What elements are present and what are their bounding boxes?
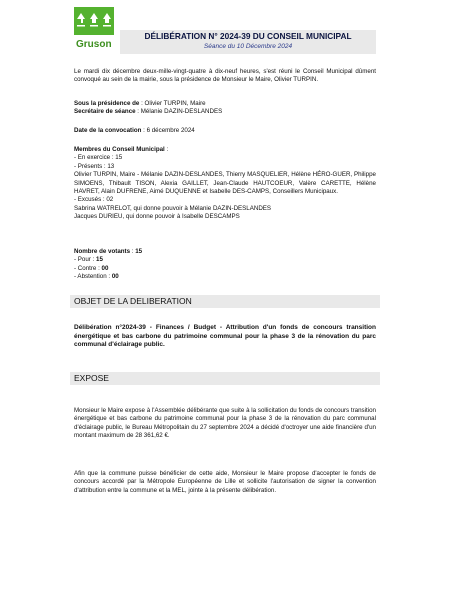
section-expose-title: EXPOSE — [74, 373, 109, 383]
membres-presents: - Présents : 13 — [74, 162, 115, 170]
expose-paragraph-1 — [74, 407, 376, 441]
pouvoir-2: Jacques DURIEU, qui donne pouvoir à Isabelle DESCAMPS — [74, 213, 240, 221]
membres-excuses: - Excusés : 02 — [74, 196, 114, 204]
tree-icon — [74, 7, 114, 35]
expose-paragraph-2 — [74, 470, 376, 495]
pouvoir-1: Sabrina WATRELOT, qui donne pouvoir à Mélanie DAZIN-DESLANDES — [74, 204, 272, 212]
secretaire-label: Secrétaire de séance — [74, 108, 136, 116]
convocation-label: Date de la convocation — [74, 127, 142, 134]
section-objet — [70, 295, 380, 308]
contre-label: - Contre : — [74, 264, 102, 272]
votants-count: 15 — [135, 248, 143, 255]
secretaire-value: : Mélanie DAZIN-DESLANDES — [135, 108, 223, 116]
membres-en-exercice: - En exercice : 15 — [74, 154, 123, 162]
gruson-logo — [74, 7, 114, 53]
expose-text-1: Monsieur le Maire expose à l'Assemblée délibérante que suite à la sollicitation du fonds de concours transition énergétique et bas carbone du patrimoine communal pour la phase 3 de la rénovation du parc communal d'éclairage public, le Bureau Métropolitain du 27 septembre 2024 a décidé d'octroyer une aide financière d'un montant maximum de 28 361,62 €. — [74, 407, 376, 440]
deliberation-title: Délibération n°2024-39 - Finances / Budget - Attribution d'un fonds de concours transition énergétique et bas carbone du patrimoine communal pour la phase 3 de la rénovation du parc communal d'éclairage public. — [74, 324, 376, 349]
expose-text-2: Afin que la commune puisse bénéficier de cette aide, Monsieur le Maire propose d'accepter le fonds de concours accordé par la Métropole Européenne de Lille et sollicite l'autorisation de signer la convention d'attribution entre la commune et la MEL, jointe à la présente délibération. — [74, 470, 376, 494]
votes-block — [74, 248, 376, 282]
abstention-value: 00 — [111, 273, 119, 281]
abstention-label: - Abstention : — [74, 273, 112, 281]
page-title: DÉLIBÉRATION N° 2024-39 DU CONSEIL MUNICIPAL — [144, 31, 352, 41]
intro-text: Le mardi dix décembre deux-mille-vingt-quatre à dix-neuf heures, s'est réuni le Conseil Municipal dûment convoqué au sein de la mairie, sous la présidence de Monsieur le Maire, Olivier TURPIN. — [74, 68, 376, 84]
presidence-label: Sous la présidence de — [74, 100, 140, 107]
logo-emblem — [74, 7, 114, 35]
presidence-value: : Olivier TURPIN, Maire — [139, 100, 206, 107]
pour-label: - Pour : — [74, 256, 97, 264]
pour-value: 15 — [96, 256, 103, 264]
section-expose — [70, 372, 380, 385]
logo-text: Gruson — [76, 39, 112, 50]
contre-value: 00 — [101, 264, 109, 272]
section-objet-title: OBJET DE LA DELIBERATION — [74, 296, 192, 306]
convocation-line — [74, 127, 376, 135]
membres-label: Membres du Conseil Municipal — [74, 146, 165, 153]
votants-label: Nombre de votants — [74, 248, 131, 255]
membres-block — [74, 146, 376, 222]
membres-presents-list: Olivier TURPIN, Maire - Mélanie DAZIN-DESLANDES, Thierry MASQUELIER, Hélène HÉRO-GUER, Philippe SIMOENS, Thibault TISON, Alexia GAILLET, Jean-Claude HAUTCOEUR, Valère CARETTE, Hélène HAVRET, Alain DUFRENE, Aimé DUQUENNE et Isabelle DES-CAMPS, Conseillers Municipaux. — [74, 171, 376, 196]
convocation-value: : 6 décembre 2024 — [141, 127, 195, 134]
intro-paragraph — [74, 68, 376, 85]
header-bar — [120, 30, 376, 54]
presidence-line — [74, 100, 376, 117]
page-subtitle: Séance du 10 Décembre 2024 — [203, 43, 293, 50]
membres-label-suffix: : — [164, 146, 169, 153]
votants-prefix: : — [130, 248, 136, 255]
